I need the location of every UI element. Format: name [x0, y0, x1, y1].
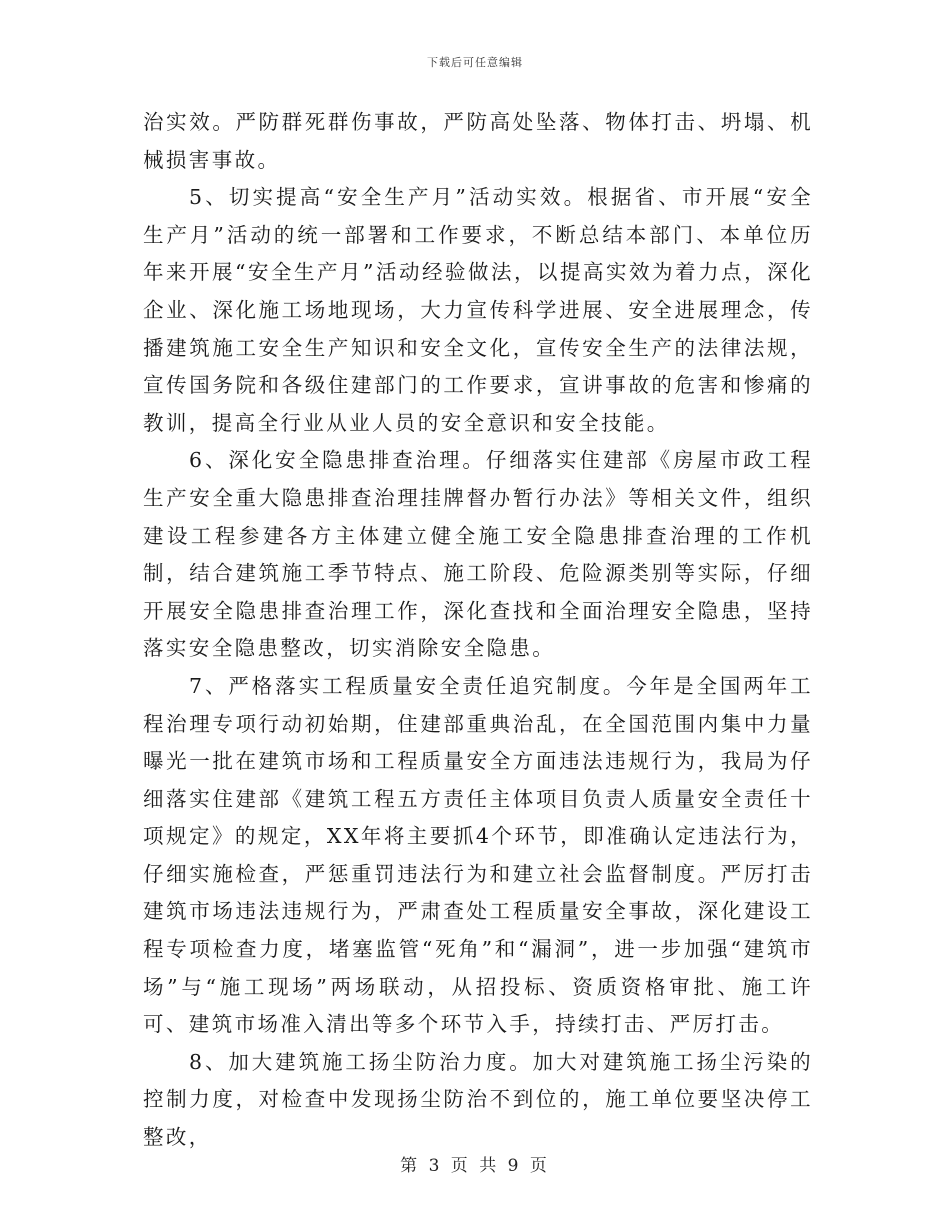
page-header: 下载后可任意编辑	[427, 56, 523, 69]
paragraph-item-7: 7、严格落实工程质量安全责任追究制度。今年是全国两年工程治理专项行动初始期，住建部重典治乱，在全国范围内集中力量曝光一批在建筑市场和工程质量安全方面违法违规行为，我局为仔细落实住建部《建筑工程五方责任主体项目负责人质量安全责任十项规定》的规定，XX年将主要抓4个环节，即准确认定违法行为，仔细实施检查，严惩重罚违法行为和建立社会监督制度。严厉打击建筑市场违法违规行为，严肃查处工程质量安全事故，深化建设工程专项检查力度，堵塞监管“死角”和“漏洞”，进一步加强“建筑市场”与“施工现场”两场联动，从招投标、资质资格审批、施工许可、建筑市场准入清出等多个环节入手，持续打击、严厉打击。	[143, 673, 813, 1037]
paragraph-continuation: 治实效。严防群死群伤事故，严防高处坠落、物体打击、坍塌、机械损害事故。	[143, 110, 813, 172]
paragraph-item-5: 5、切实提高“安全生产月”活动实效。根据省、市开展“安全生产月”活动的统一部署和工作要求，不断总结本部门、本单位历年来开展“安全生产月”活动经验做法，以提高实效为着力点，深化企业、深化施工场地现场，大力宣传科学进展、安全进展理念，传播建筑施工安全生产知识和安全文化，宣传安全生产的法律法规，宣传国务院和各级住建部门的工作要求，宣讲事故的危害和惨痛的教训，提高全行业从业人员的安全意识和安全技能。	[143, 185, 813, 435]
paragraph-item-8: 8、加大建筑施工扬尘防治力度。加大对建筑施工扬尘污染的控制力度，对检查中发现扬尘防治不到位的，施工单位要坚决停工整改，	[143, 1049, 813, 1150]
page-number-footer: 第 3 页 共 9 页	[400, 1156, 550, 1176]
paragraph-item-6: 6、深化安全隐患排查治理。仔细落实住建部《房屋市政工程生产安全重大隐患排查治理挂牌督办暂行办法》等相关文件，组织建设工程参建各方主体建立健全施工安全隐患排查治理的工作机制，结合建筑施工季节特点、施工阶段、危险源类别等实际，仔细开展安全隐患排查治理工作，深化查找和全面治理安全隐患，坚持落实安全隐患整改，切实消除安全隐患。	[143, 448, 813, 661]
document-body	[143, 104, 813, 1157]
